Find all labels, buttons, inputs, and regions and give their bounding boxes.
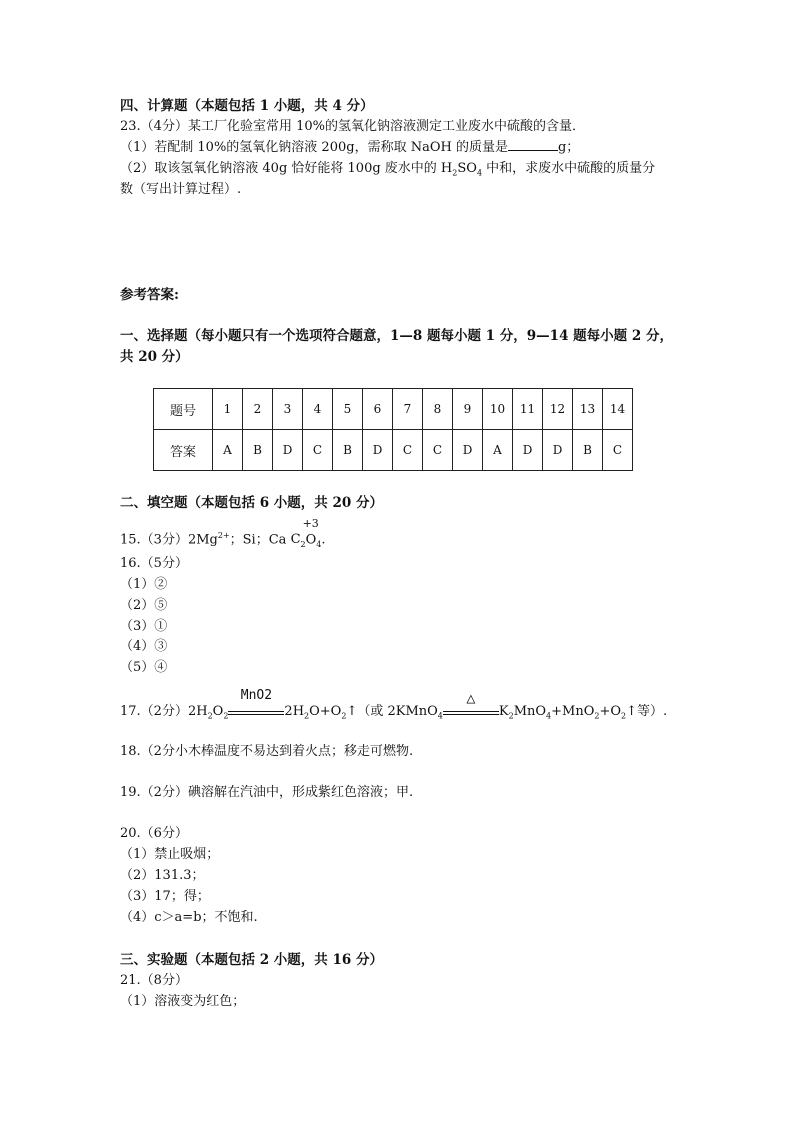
table-cell: D [273,430,303,471]
question-19: 19.（2分）碘溶解在汽油中，形成紫红色溶液；甲. [120,785,414,800]
table-cell: D [513,430,543,471]
question-20-item: （4）c＞a=b；不饱和. [120,910,258,925]
table-cell: B [573,430,603,471]
table-cell: C [423,430,453,471]
table-cell: 14 [603,389,633,430]
table-cell: A [213,430,243,471]
question-20-item: （2）131.3； [120,868,205,883]
answer-blank[interactable] [508,139,558,151]
section-2-title: 二、填空题（本题包括 6 小题，共 20 分） [120,495,383,511]
oxidation-state: +3 [302,517,319,531]
question-16-item: （1）② [120,577,168,592]
table-cell: 4 [303,389,333,430]
question-16-item: （5）④ [120,660,168,675]
table-cell: D [363,430,393,471]
question-20-item: （3）17；得； [120,889,210,904]
question-16-item: （2）⑤ [120,598,168,613]
table-cell: 1 [213,389,243,430]
row-label-answer: 答案 [154,430,213,471]
question-20: 20.（6分） [120,826,188,841]
question-21-part-1: （1）溶液变为红色； [120,994,246,1009]
table-cell: A [483,430,513,471]
section-1-title-cont: 共 20 分） [120,349,189,365]
reaction-condition-heat: △ [443,703,499,721]
table-cell: 12 [543,389,573,430]
section-3-title: 三、实验题（本题包括 2 小题，共 16 分） [120,952,383,968]
table-cell: B [333,430,363,471]
table-row-numbers [154,389,633,430]
table-cell: 8 [423,389,453,430]
section-4-title: 四、计算题（本题包括 1 小题，共 4 分） [120,98,374,114]
table-cell: 9 [453,389,483,430]
section-1-title: 一、选择题（每小题只有一个选项符合题意，1—8 题每小题 1 分，9—14 题每小题 2 分， [120,328,673,344]
question-21: 21.（8分） [120,973,188,988]
table-cell: 5 [333,389,363,430]
table-cell: C [603,430,633,471]
table-cell: 7 [393,389,423,430]
answers-title: 参考答案: [120,287,179,303]
table-cell: B [243,430,273,471]
table-cell: D [543,430,573,471]
table-cell: 10 [483,389,513,430]
table-cell: C [303,430,333,471]
answer-table [153,388,633,471]
table-cell: 3 [273,389,303,430]
reaction-condition-mno2: MnO2 [228,703,284,721]
table-cell: 13 [573,389,603,430]
question-16-item: （4）③ [120,639,168,654]
question-18: 18.（2分小木棒温度不易达到着火点；移走可燃物. [120,744,414,759]
question-15: 15.（3分）$2Mg^{2+}$；Si；Ca +3 $C_2O_4$. [120,517,326,549]
table-cell: 6 [363,389,393,430]
question-23-part-2-cont: 数（写出计算过程）. [120,182,242,197]
table-cell: 2 [243,389,273,430]
question-23: 23.（4分）某工厂化验室常用 10%的氢氧化钠溶液测定工业废水中硫酸的含量． [120,119,585,134]
question-23-part-2: （2）取该氢氧化钠溶液 40g 恰好能将 100g 废水中的 $H_2SO_4$ 中和，求废水中硫酸的质量分 [120,161,656,178]
table-cell: 11 [513,389,543,430]
question-20-item: （1）禁止吸烟； [120,847,220,862]
question-23-part-1: （1）若配制 10%的氢氧化钠溶液 200g，需称取 NaOH 的质量是 g； [120,140,580,155]
table-cell: C [393,430,423,471]
table-row-answers [154,430,633,471]
table-cell: D [453,430,483,471]
question-16-item: （3）① [120,619,168,634]
question-16: 16.（5分） [120,556,188,571]
row-label-number: 题号 [154,389,213,430]
question-17: 17.（2分）$2H_2O_2$ MnO2 $2H_2O+O_2↑$（或 2KMnO$_4$ △ $K_2MnO_4+MnO_2+O_2↑$等）. [120,688,668,721]
